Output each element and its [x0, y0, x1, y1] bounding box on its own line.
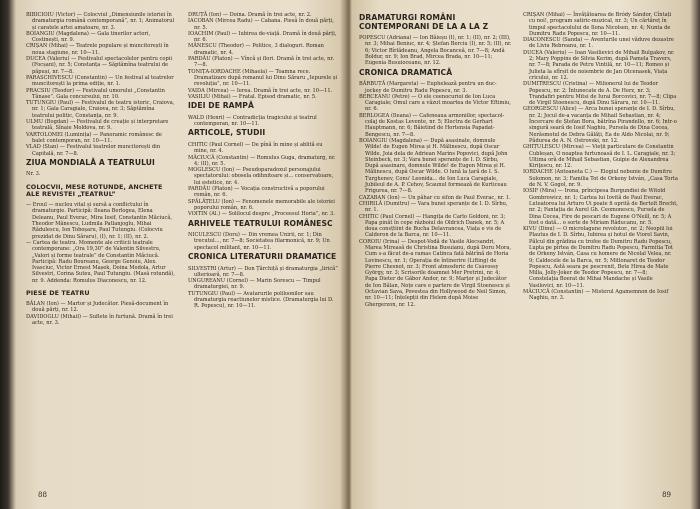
- index-entry: ULMU (Bogdan) — Festivalul de creație și interpretare teatrală, Sînaie Moldova, nr. 9.: [26, 119, 169, 132]
- index-entry: SILVESTRI (Artur) — Don Țărchiță și dramaturgia „lirică” ulterioară, nr. 7—8.: [188, 265, 338, 278]
- heading-colocvii: COLOCVII, MESE ROTUNDE, ANCHETE ALE REVISTEI „TEATRUL”: [26, 182, 163, 198]
- index-entry: CRIȘAN (Mihai) — Teatrele populare și muncitorești în noua stagiune, nr. 10—11.: [26, 43, 169, 56]
- index-entry: CRIȘAN (Mihai) — Învățătoarea de Bródy Sándor, Cîntați cu noi!, program satiric-muzical, nr. 3; Un cărtăreț în timpul spectacolului de Ilona Nicolsen, nr. 4; Nunta de Dumitru Radu Popescu, nr. 10—11.: [523, 12, 672, 37]
- left-column-2: [188, 12, 338, 310]
- left-column-1: [26, 12, 176, 326]
- index-entry: — Cartea de teatru. Momente ale criticii teatrale contemporane: „Ora 19,30” de Valentin Silvestru, „Valori și forme teatrale” de Constantin Măciucă. Participă: Radu Boureanu, George Genoiu, Alex. Ivasciuc, Victor Ernest Mașek, Doina Modola, Artur Silvestri, Corina Suteu, Paul Tutungiu. (Masă rotundă), nr. 9. Addenda: Romulus Diaconescu, nr. 12.: [26, 239, 175, 284]
- index-entry: VLAD (Stan) — Festivalul teatrelor muncitorești din Capitală, nr. 7—8.: [26, 144, 161, 157]
- index-entry: POPESCU (Adriana) — Ion Băieșu (I), nr. 1; (II), nr. 2; (III), nr. 3; Mihai Beniuc, nr. 4; Ștefan Berciu (I), nr. 5; (II), nr. 6; Victor Bîrlădeanu, Angela Bocanceă, nr. 7—8; Andă Boldur, nr. 9; Ion Brad, Mircea Brada, nr. 10—11; Eugenia Busuioceanu, nr. 12.: [359, 35, 512, 67]
- index-entry: IORDACHE (Antoaneta C.) — Elogiul nebunie de Dumitru Solomon, nr. 3; Familia Tot de Orkeny István, „Casa Torta de N. V. Gogol, nr. 9.: [523, 169, 678, 189]
- heading-articole: ARTICOLE, STUDII: [188, 128, 266, 138]
- index-entry: MOGLESCU (Ion) — Pseudoparadoxul personajului spectatorului: obosela odihnitoare și... conservatoare, lui estetice, nr. 4.: [188, 167, 334, 186]
- index-entry: VASILIU (Mihai) — Fratal. Episod dramatic, nr. 5.: [188, 93, 317, 100]
- index-entry: VARTOLOMEI (Luminița) — Panoramic românesc de balet contemporan, nr. 10—11.: [26, 131, 162, 144]
- heading-ziua-mondiala: ZIUA MONDIALĂ A TEATRULUI: [26, 157, 155, 167]
- page-number-left: 88: [38, 491, 47, 499]
- entries-cronica-cont: [523, 12, 678, 302]
- index-entry: UNGUREANU (Cornel) — Marin Sorescu — Timpul dramaturgiei, nr. 9.: [188, 278, 321, 291]
- index-entry: PARDĂU (Platon) — Vîncă și flori. Dramă în trei acte, nr. 7—8.: [188, 56, 334, 69]
- entries-piese-cont: [188, 12, 338, 100]
- index-entry: DIACONESCU (Sanda) — Aventurile unei văduve dezastre de Liviu Rebreanu, nr. 1.: [523, 37, 674, 50]
- index-entry: PRACSIU (Teodor) — Festivalul umorului „Constantin Tănase”. Gala concursului, nr. 10.: [26, 87, 165, 100]
- index-entry: TUTUNGIU (Paul) — Avatarurile poliloonilor sau dramaturgia reactiunelor mistice. (Dramaturgia lui D. R. Popescu), nr. 10—11.: [188, 290, 334, 310]
- heading-arhivele: ARHIVELE TEATRULUI ROMÂNESC: [188, 218, 333, 228]
- index-entry: BĂLAN (Ion) — Martor și Judecător. Piesă-document în două părți, nr. 12.: [26, 301, 169, 314]
- index-entry: BOIANGIU (Magdalena) — După asasinate, domnule Wilde! de Eugen Mirea și H. Mălinescu, după Oscar Wilde, Joia dela de Adriean Marins Popovici, după John Steinbeck, nr. 3; Vara bunei speranțe de I. D. Sîrbu, După asasinare, domnule Wilde! de Eugen Mirea și H. Mălinescu, după Oscar Wilde. O lună la țară de I. S. Turghenev, Conu' Leonida... de Ion Luca Caragiale, Jubileul de A. P. Cehov, Scaunul formează de Kurticeau Frigurea, nr. 7—8.: [359, 137, 508, 195]
- left-page: [16, 0, 346, 509]
- index-entry: BĂRBUȚĂ (Margareta) — Euphelează pentru un duc-jockey de Dumitru Radu Popescu, nr. 3.: [359, 81, 497, 94]
- heading-cronica-dramatica: CRONICA DRAMATICĂ: [359, 67, 453, 77]
- heading-idei-de-rampa: IDEI DE RAMPĂ: [188, 101, 254, 111]
- index-entry: WALD (Henri) — Contradicția tragicului și teatrul contemporan, nr. 10—11.: [188, 114, 317, 128]
- index-entry: BERCEANU (Petre) — O ele ceenocurioi de Ion Luca Caragiale; Omul care a văzut moartea de Victor Eftimiu, nr. 6.: [359, 93, 511, 113]
- index-entry: GEORGESCU (Alice) — Arca bunei speranțe de I. D. Sîrbu, nr. 2; Jocul de-a vacanța de Mihail Sebastian, nr. 4; Încercare de Ștefan Bora, bătrîna Pirandello, nr. 6; Intr-o singură seară de Iosif Naghiu, Pursela de Dina Cocea, Nerăsmotul de Debra Gălăți, Ea de Aldo Nicolai, nr. 9; Pădurea de A. N. Ostrovski, nr. 12.: [523, 106, 677, 144]
- index-entry: PARASCHIVESCU (Constantin) — Un festival al teatrelor muncitorești la prima ediție, nr. 1.: [26, 74, 174, 88]
- index-entry: DUMITRESCU (Cristina) — Milionerul lui de Teodor Popescu, nr. 2; Întunecate de A. De Herz, nr. 3; Trandafiri pentru Mitsi de Iurai Borcovici, nr. 7—8; Clipa de Virgil Stoenescu, după Dinu Săraru, nr. 10—11.: [523, 81, 677, 107]
- index-entry: MĂCIUCĂ (Constantin) — Misterul Agamemnon de Iosif Naghiu, nr. 3.: [523, 289, 669, 302]
- entries-idei: [188, 115, 338, 128]
- entries-colocvii: [26, 202, 176, 284]
- index-entry: BOIANGIU (Magdalena) — Gala tinerilor actori, Costinești, nr. 9.: [26, 30, 151, 44]
- right-column-2: [523, 12, 678, 302]
- index-entry: SPĂLĂȚELU (Ion) — Fenomenele memorabile ale istoriei poporului român, nr. 6.: [188, 198, 335, 211]
- index-entry: MĂCIUCĂ (Constantin) — Romulus Guga, dramaturg, nr. 4; (II), nr. 5.: [188, 154, 336, 167]
- entries-dramaturgi: [359, 35, 512, 66]
- index-entry: VAIDA (Mircea) — Ierea. Dramă în trei acte, nr. 10—11.: [188, 87, 333, 94]
- entries-arhivele: [188, 232, 338, 251]
- index-entry: COROIU (Irina) — Despot-Vodă de Vasile Alecsandri, Marea Mireasă de Christina Busuianu, după Doru Mora, Cum s-a făcut de-a ramas Catinca fată bătrînă de Horia Lovinescu, nr. 1; Operația de întinerire (Lifting) de Pierre Chesnot, nr. 3; Front atmosferic de Csávossy György, nr. 3; Scrisorile doamnei Mer Pretrini, nr. 4; Papa Dieter de Găbor Andor, nr. 9; Marțor și Judecător de Ion Bălan, Noțe care e partere de Virgil Stoenescu și Octavian Sava, Povestea din Hollywood de Neil Simon, nr. 10—11; Înțelepții din Helem după Moise Ghergerzon, nr. 12.: [359, 238, 512, 308]
- index-entry: DUCEA (Valeriu) — Ioan Vasilievici de Mihail Bulgakov, nr. 2; Mary Poppins de Silvia Kerim, după Pamela Travers, nr. 7—8; Parada de Petru Vintilă, nr. 10—11; Romeo și Julieta la sfîrșit de noiembrie de Jan Otcenasek, Viața cricului, nr. 12.: [523, 49, 675, 81]
- entries-articole: [188, 142, 338, 218]
- index-entry: PARDĂU (Platon) — Vocația constructivă a poporului român, nr. 6.: [188, 186, 325, 199]
- index-entry: NICULESCU (Doru) — Din vremea Unirii, nr. 1; Din trecutul..., nr. 7—8; Societatea filarmonică, nr. 9; Un spectacol militant, nr. 10—11.: [188, 232, 330, 251]
- heading-dramaturgi: DRAMATURGI ROMÂNI CONTEMPORANI DE LA A LA Z: [359, 13, 489, 31]
- right-column-1: [359, 12, 512, 308]
- index-entry: IACOBAN (Mircea Radu) — Cabana. Piesă în două părți, nr. 5.: [188, 18, 334, 31]
- entries-piese: [26, 301, 176, 326]
- index-entry: CHIRILĂ (Dumitru) — Vara bunei speranțe de I. D. Sîrbu, nr. 1.: [359, 200, 508, 214]
- heading-piese: PIESE DE TEATRU: [26, 288, 90, 297]
- index-entry: IOSIF (Mira) — Irona, prîncipesa Burgundiei de Witold Gombrowicz, nr. 1; Cartea lui Iovită de Paul Everac, Luteatorea lui Arturo Ui poate fi oprită de Bertolt Brecht, nr. 2; Fantația de Aurel Gh. Ceomonescu, Pursela de Dina Cocea, Fire de pescari de Eugene O'Neill, nr. 5; A fost o dată... o sorte de Miriam Răducanu, nr. 5.: [523, 188, 678, 226]
- entries-cronica-dramatica: [359, 81, 512, 308]
- index-entry: GHIȚULESCU (Mircea) — Vieții particulare de Constantin Cubleșan, O noaptea furtunoasă de I. L. Caragiale, nr. 3; Ultima oră de Mihail Sebastian, Guipie de Alexandrea Kiriţescu, nr. 12.: [523, 144, 676, 170]
- entries-festivals: [26, 12, 176, 157]
- index-entry: VOITIN (Al.) — Solilocul despre „Proceesul Horia”, nr. 3.: [188, 211, 335, 218]
- index-entry: CAZABAN (Ion) — Un păhar cu sifon de Paul Everac, nr. 1.: [359, 194, 511, 201]
- index-entry: BIBICIOIU (Victor) — Colocviul „Dimensiunile istoriei în dramaturgia română contemporană”, nr. 1; Animatorul și caratele artei amatoare, nr. 3.: [26, 12, 175, 31]
- index-entry: DRUȚĂ (Ion) — Doina. Dramă în trei acte, nr. 2.: [188, 12, 312, 18]
- index-entry: CHITIC (Paul Cornel) — Hangița de Carlo Goldoni, nr. 3; Papa pinăt în cepe războiul de Oldrich Danek, nr. 5; A doua consțtiint de Bucha Delavrancea, Viața e vis de Calderon de la Barca, nr. 10—11.: [359, 213, 506, 239]
- index-entry: DAVIDOGLU (Mihail) — Suflete în furtună. Dramă în trei acte, nr. 3.: [26, 313, 173, 327]
- index-entry: KIVU (Dinu) — O microlagune revolutor., nr. 2; Neopiii lui Plautus de I. D. Sîrbu, Iubirea și hotul de Viorel Savin, Pălcul din grădina cu trofee de Dumitru Radu Popescu, Lupta pe pîrtea de Dumitru Radu Popescu, Farmitia Tot de Orkeny István, Casa cu homere de Nicolaï Velea, nr. 9; Caldecele de la Barca, nr. 5; Mitlonaret de Teodor Popescu, Astă seara pe pescrenit, Bete Hirea de Mate Milla, Jolly-Joker de Teodor Popescu, nr. 7—8; Constelația Boerat de Mihai Mandache și Vasile Vasilovici, nr. 10—11.: [523, 226, 673, 289]
- page-number-right: 89: [662, 491, 671, 499]
- index-entry: BERLOGEA (Ileana) — Cafeneaua armoniilor, spectacol-colaj de Kostas Levente, nr. 5; Electra de Gerhart Hauptmann, nr. 6; Băietind de Hortensia Papadat-Bengescu, nr. 7—8.: [359, 112, 505, 138]
- index-entry: — Eroul — nucleu vital și sursă a conflictului în dramaturgie. Participă: Ileana Berlogea, Elena Deleanu, Paul Everac, Mira Iosif, Constantin Măciucă, Theodor Mănescu, Ludmila Patlanjoglu, Mihai Rădulescu, Ion Toboșaru, Paul Tutungiu. (Colocviu prezidat de Dinu Săraru), (I), nr. 1; (II), nr. 2.: [26, 202, 173, 240]
- right-page: [353, 0, 693, 509]
- index-entry: CHITIC (Paul Cornel) — De pînă în mine și ablită eu mine, nr. 4.: [188, 141, 323, 155]
- index-entry: DUCEA (Valeriu) — Festivalul spectacolelor pentru copii (Focșani), nr. 5; Constanța — Săptămîna teatrului de păpuși, nr. 7—8.: [26, 56, 172, 75]
- index-entry: IOACHIM (Paul) — Iubirea de-viață. Dramă în două părți, nr. 6.: [188, 30, 337, 44]
- index-entry: TUTUNGIU (Paul) — Festivalul de teatru istoric, Craiova, nr. 1; Gala Caragiale, Craiova, nr. 3; Săptămîna teatrului politic, Constanța, nr. 9.: [26, 100, 175, 119]
- entries-cronica-literaturii: [188, 266, 338, 310]
- heading-cronica-literaturii: CRONICA LITERATURII DRAMATICE: [188, 251, 337, 261]
- index-entry: MĂNESCU (Theodor) — Politice, 3 dialoguri. Roman dramatic, nr. 4.: [188, 43, 324, 56]
- index-entry: TONIȚA-IORDACHE (Mihaela) — Toamna rece. Dramatizare după romanul lui Dinu Săraru „Iepurele și revoluția”, nr. 10—11.: [188, 68, 338, 88]
- ziua-text: Nr. 3.: [26, 171, 41, 178]
